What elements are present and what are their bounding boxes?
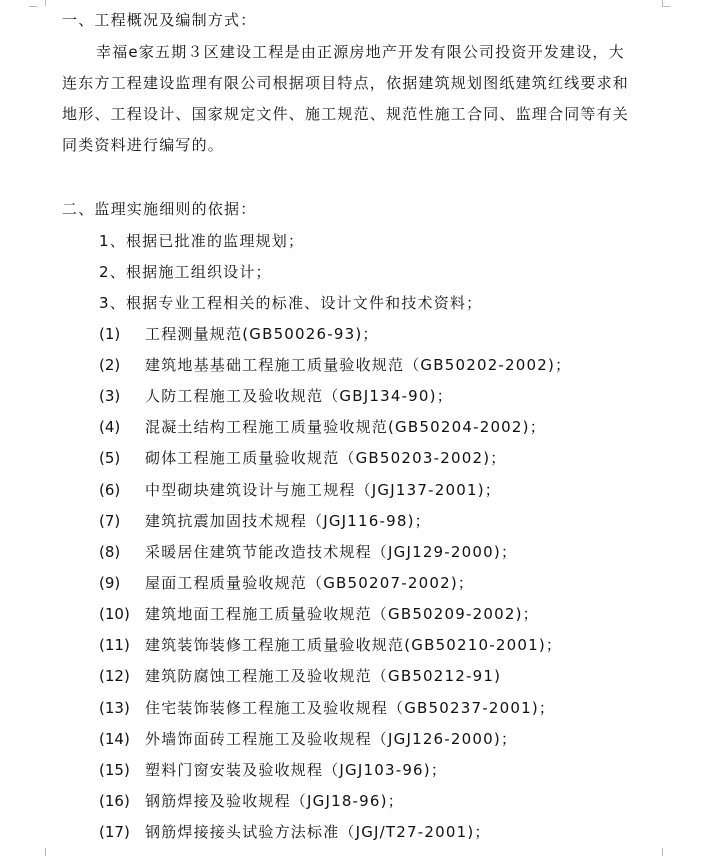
reference-number: (2): [99, 356, 121, 374]
reference-text: 建筑地面工程施工质量验收规范（GB50209-2002)；: [145, 605, 539, 623]
section1-line-2: 连东方工程建设监理有限公司根据项目特点，依据建筑规划图纸建筑红线要求和: [62, 74, 630, 92]
crop-mark-bottom-right: [662, 848, 671, 856]
reference-number: (9): [99, 574, 121, 592]
reference-text: 砌体工程施工质量验收规范（GB50203-2002)；: [145, 449, 507, 467]
section1-line-4: 同类资料进行编写的。: [62, 136, 225, 154]
reference-text: 工程测量规范(GB50026-93)；: [145, 325, 379, 343]
reference-text: 中型砌块建筑设计与施工规程（JGJ137-2001)；: [145, 481, 501, 499]
reference-number: (14): [99, 730, 130, 748]
reference-number: (4): [99, 418, 121, 436]
reference-number: (15): [99, 761, 130, 779]
section1-line-3: 地形、工程设计、国家规定文件、施工规范、规范性施工合同、监理合同等有关: [62, 105, 630, 123]
basis-item-2: 2、根据施工组织设计；: [99, 263, 272, 281]
crop-mark-top-left-horizontal: [29, 6, 37, 7]
reference-text: 屋面工程质量验收规范（GB50207-2002)；: [145, 574, 475, 592]
reference-text: 建筑装饰装修工程施工质量验收规范(GB50210-2001)；: [145, 636, 563, 654]
reference-text: 住宅装饰装修工程施工及验收规程（GB50237-2001)；: [145, 699, 556, 717]
reference-text: 建筑防腐蚀工程施工及验收规范（GB50212-91): [145, 667, 502, 685]
reference-number: (10): [99, 605, 130, 623]
reference-number: (17): [99, 823, 130, 841]
reference-number: (11): [99, 636, 130, 654]
reference-number: (12): [99, 667, 130, 685]
section1-line-1: 幸福e家五期３区建设工程是由正源房地产开发有限公司投资开发建设，大: [96, 43, 625, 61]
reference-text: 外墙饰面砖工程施工及验收规程（JGJ126-2000)；: [145, 730, 518, 748]
reference-text: 混凝土结构工程施工质量验收规范(GB50204-2002)；: [145, 418, 546, 436]
reference-text: 建筑抗震加固技术规程（JGJ116-98)；: [145, 512, 431, 530]
section1-heading: 一、工程概况及编制方式：: [62, 11, 257, 29]
crop-mark-bottom-left: [37, 848, 46, 856]
reference-text: 人防工程施工及验收规范（GBJ134-90)；: [145, 387, 453, 405]
basis-item-1: 1、根据已批准的监理规划；: [99, 232, 305, 250]
reference-number: (6): [99, 481, 121, 499]
reference-number: (1): [99, 325, 121, 343]
reference-text: 采暖居住建筑节能改造技术规程（JGJ129-2000)；: [145, 543, 518, 561]
crop-mark-top-right-horizontal: [662, 6, 670, 7]
reference-text: 钢筋焊接接头试验方法标准（JGJ/T27-2001)；: [145, 823, 491, 841]
basis-item-3: 3、根据专业工程相关的标准、设计文件和技术资料；: [99, 294, 483, 312]
reference-number: (13): [99, 699, 130, 717]
reference-text: 建筑地基基础工程施工质量验收规范（GB50202-2002)；: [145, 356, 572, 374]
reference-text: 塑料门窗安装及验收规程（JGJ103-96)；: [145, 761, 448, 779]
section2-heading: 二、监理实施细则的依据：: [62, 200, 257, 218]
reference-number: (7): [99, 512, 121, 530]
reference-number: (5): [99, 449, 121, 467]
reference-text: 钢筋焊接及验收规程（JGJ18-96)；: [145, 792, 404, 810]
crop-mark-top-left: [37, 0, 46, 6]
reference-number: (16): [99, 792, 130, 810]
reference-number: (8): [99, 543, 121, 561]
reference-number: (3): [99, 387, 121, 405]
